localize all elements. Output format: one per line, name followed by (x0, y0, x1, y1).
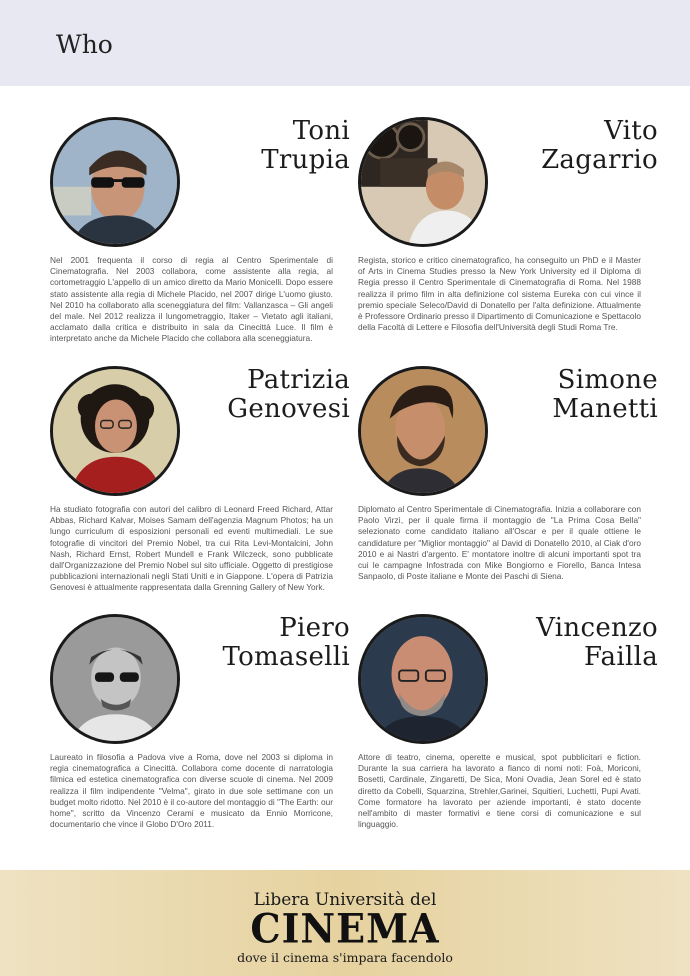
person-bio: Diplomato al Centro Sperimentale di Cinematografia. Inizia a collaborare con Paolo Virzì, per il quale firma il montaggio de "La Prima Cosa Bella" selezionato come candidato italiano all'Oscar e per il quale ottiene le candidature per "Miglior montaggio" al David di Donatello 2010, al Ciak d'oro 2010 e ai Nastri d'argento. E' montatore inoltre di alcuni importanti spot tra cui le campagne Infostrada con Mike Bongiorno e Fiorello, Banca Intesa Sanpaolo, di Poste italiane e Monte dei Paschi di Siena. (358, 504, 641, 582)
portrait-woman-curly-hair-icon (53, 369, 177, 493)
person-first-name: Piero (279, 613, 350, 643)
portrait-photo (358, 366, 488, 496)
person-bio: Nel 2001 frequenta il corso di regia al Centro Sperimentale di Cinematografia. Nel 2003 collabora, come assistente alla regia, al cortometraggio L'appello di un amico diretto da Mario Monicelli. Dopo essere stato assistente alla regia di Michele Placido, nel 2007 dirige L'uomo giusto. Nel 2010 ha collaborato alla sceneggiatura del film: Vallanzasca – Gli angeli del male. Nel 2012 realizza il lungometraggio, Itaker – Vietato agli italiani, acclamato dalla critica e distribuito in sala da Cinecittà Luce. Il film è interpretato anche da Michele Placido che collabora alla sceneggiatura. (50, 255, 333, 344)
person-last-name: Trupia (261, 145, 350, 175)
footer-band (0, 870, 690, 976)
person-card-simone-manetti (358, 366, 658, 606)
footer-tagline: dove il cinema s'impara facendolo (237, 950, 453, 965)
portrait-photo (358, 614, 488, 744)
footer-logo-cinema: CINEMA (250, 904, 440, 953)
person-card-toni-trupia (50, 117, 350, 357)
person-first-name: Simone (557, 365, 658, 395)
person-name (180, 366, 350, 424)
person-name (488, 614, 658, 672)
portrait-man-sunglasses-icon (53, 120, 177, 244)
person-first-name: Vincenzo (536, 613, 658, 643)
person-last-name: Zagarrio (541, 145, 658, 175)
person-bio: Attore di teatro, cinema, operette e musical, spot pubblicitari e fiction. Durante la sua carriera ha lavorato a fianco di nomi noti: Foà, Moriconi, Bosetti, Cardinale, Zingaretti, De Sica, Moni Ovadia, Jean Sorel ed è stato diretto da Cobelli, Squarzina, Strehler,Garinei, Squitieri, Luchetti, Pupi Avati. Come formatore ha lavorato per aziende importanti, è stato docente nell'ambito di master formativi e tiene corsi di comunicazione e sul linguaggio. (358, 752, 641, 830)
person-last-name: Failla (583, 642, 658, 672)
person-name (180, 117, 350, 175)
person-name (488, 366, 658, 424)
portrait-photo (50, 117, 180, 247)
person-card-vito-zagarrio (358, 117, 658, 357)
portrait-man-beard-icon (361, 369, 485, 493)
person-bio: Ha studiato fotografia con autori del calibro di Leonard Freed Richard, Attar Abbas, Richard Kalvar, Moises Samam dell'agenzia Magnum Photos; ha un lungo curriculum di esposizioni personali ed eventi multimediali. Le sue fotografie di vincitori del Premio Nobel, tra cui Rita Levi-Montalcini, John Nash, Richard Ernst, Robert Mundell e Frank Wilczeck, sono pubblicate dall'Organizzazione del Premio Nobel sul sito ufficiale. Oggetto di prestigiose pubblicazioni internazionali negli Stati Uniti e in Giappone. L'opera di Patrizia Genovesi è attualmente rappresentata dalla Grenning Gallery of New York. (50, 504, 333, 593)
person-name (180, 614, 350, 672)
person-card-piero-tomaselli (50, 614, 350, 854)
portrait-man-sunglasses-bw-icon (53, 617, 177, 741)
person-card-vincenzo-failla (358, 614, 658, 854)
header-band (0, 0, 690, 86)
portrait-bald-man-glasses-icon (361, 617, 485, 741)
person-last-name: Manetti (552, 394, 658, 424)
person-first-name: Vito (604, 116, 658, 146)
page-title: Who (56, 30, 113, 59)
person-card-patrizia-genovesi (50, 366, 350, 606)
person-bio: Laureato in filosofia a Padova vive a Roma, dove nel 2003 si diploma in regia cinematografica a Cinecittà. Collabora come docente di narratologia filmica ed estetica cinematografica con diverse scuole di cinema. Nel 2009 realizza il film indipendente "Velma", girato in due sole settimane con un budget molto ridotto. Nel 2010 è il co-autore del montaggio di "The Earth: our home", scritto da Vincenzo Cerami e musicato da Ennio Morricone, documentario che vince il Globo D'Oro 2011. (50, 752, 333, 830)
portrait-photo (50, 614, 180, 744)
portrait-photo (50, 366, 180, 496)
person-first-name: Patrizia (247, 365, 350, 395)
person-first-name: Toni (292, 116, 350, 146)
footer-logo-line1: Libera Università del (253, 890, 437, 910)
portrait-photo (358, 117, 488, 247)
portrait-film-camera-icon (361, 120, 485, 244)
person-last-name: Genovesi (227, 394, 350, 424)
person-last-name: Tomaselli (222, 642, 350, 672)
person-name (488, 117, 658, 175)
person-bio: Regista, storico e critico cinematografico, ha conseguito un PhD e il Master of Arts in Cinema Studies presso la New York University ed il Diploma di Regia presso il Centro Sperimentale di Cinematografia di Roma. Nel 1988 realizza il primo film in alta definizione col sistema Eureka con cui vince il premio speciale Seleco/David di Donatello per l'alta definizione. Attualmente è Professore Ordinario presso il Dipartimento di Comunicazione e Spettacolo della Facoltà di Lettere e Filosofia dell'Università degli Studi Roma Tre. (358, 255, 641, 333)
